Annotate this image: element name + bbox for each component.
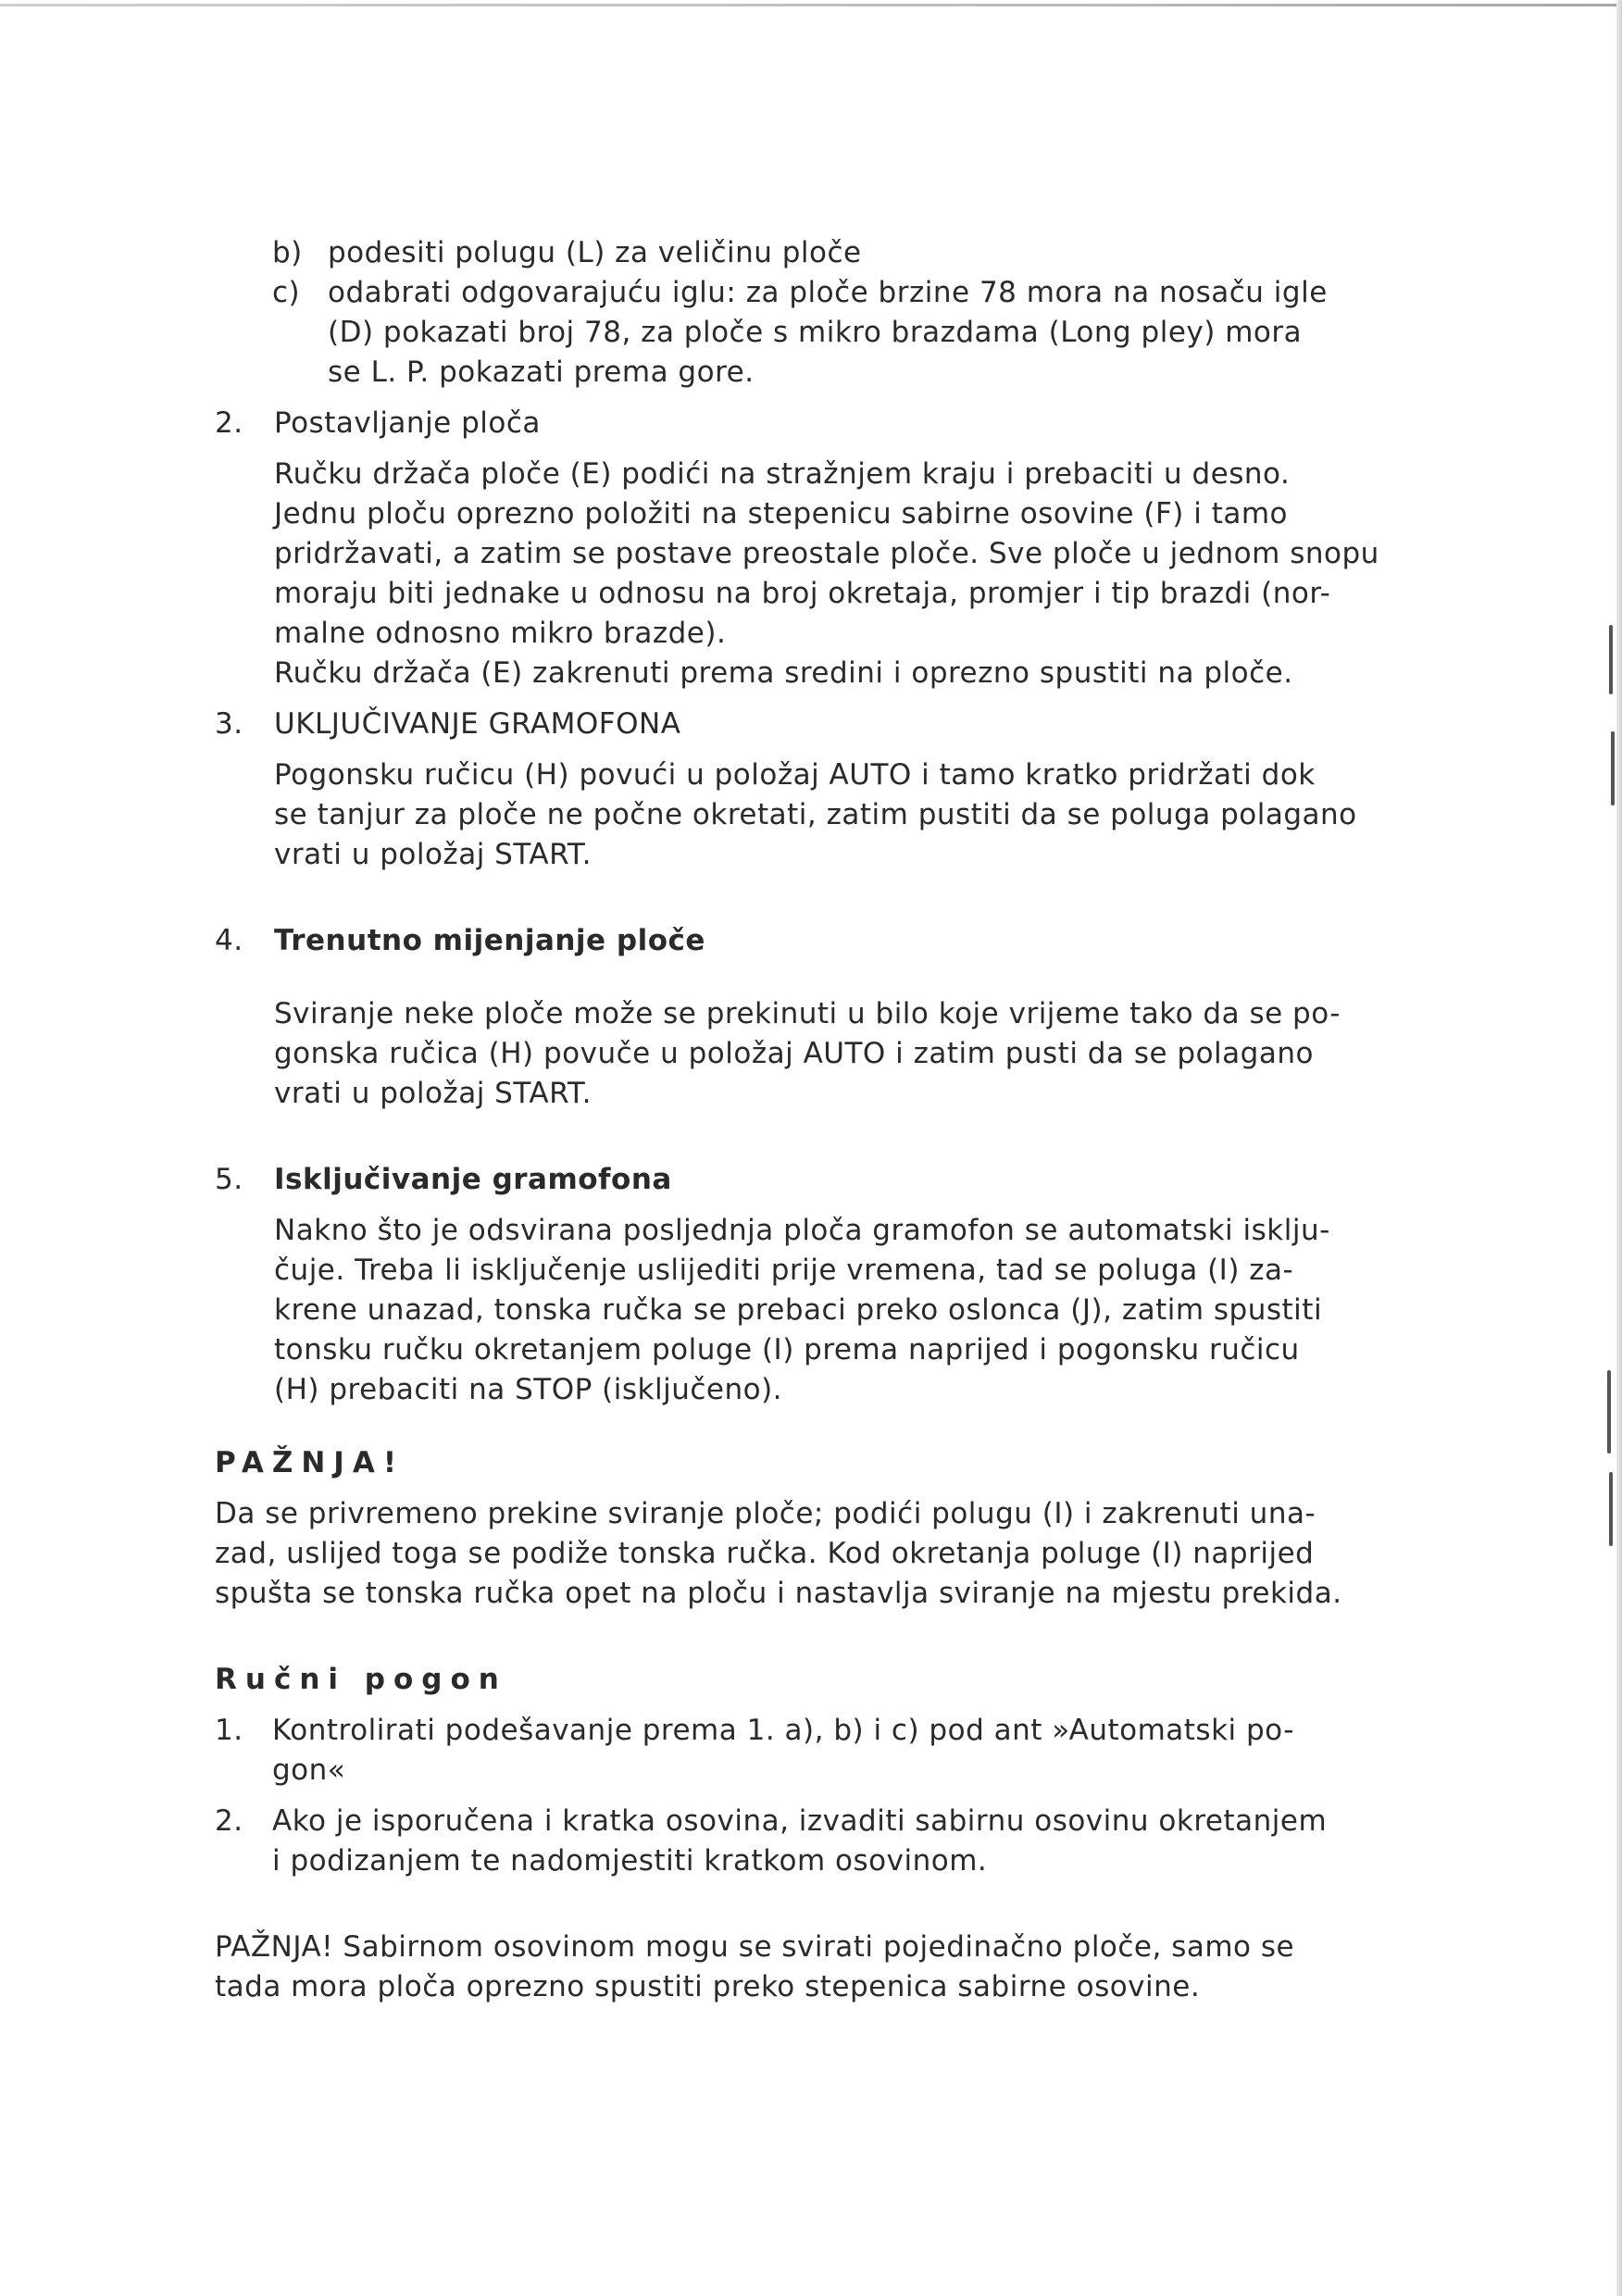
manual-item-1-line-1: Kontrolirati podešavanje prema 1. a), b) i c) pod ant »Automatski po- (272, 1714, 1294, 1747)
section-4-heading (215, 921, 1409, 961)
section-4-title: Trenutno mijenjanje ploče (274, 924, 705, 957)
item-c-label: c) (272, 276, 301, 309)
item-b (215, 233, 1409, 273)
manual-item-2-line-1: Ako je isporučena i kratka osovina, izvaditi sabirnu osovinu okretanjem (272, 1804, 1328, 1838)
item-c-line-2: (D) pokazati broj 78, za ploče s mikro brazdama (Long pley) mora (328, 316, 1303, 349)
section-5-line-2: čuje. Treba li isključenje uslijediti prije vremena, tad se poluga (I) za- (274, 1254, 1294, 1287)
section-5-line-1: Nakno što je odsvirana posljednja ploča gramofon se automatski isklju- (274, 1214, 1330, 1247)
document-page (215, 233, 1409, 2007)
binder-mark-3 (1607, 1370, 1611, 1454)
section-3-title: UKLJUČIVANJE GRAMOFONA (274, 707, 681, 741)
section-5-line-3: krene unazad, tonska ručka se prebaci preko oslonca (J), zatim spustiti (274, 1293, 1323, 1327)
section-5-title: Isključivanje gramofona (274, 1163, 672, 1196)
item-c-line-1: odabrati odgovarajuću iglu: za ploče brzine 78 mora na nosaču igle (328, 276, 1328, 309)
section-2-line-5: malne odnosno mikro brazde). (274, 617, 727, 650)
section-5-line-4: tonsku ručku okretanjem poluge (I) prema naprijed i pogonsku ručicu (274, 1333, 1300, 1366)
attention-heading: PAŽNJA! (215, 1446, 405, 1479)
section-4-number: 4. (215, 924, 243, 957)
item-c-line-3: se L. P. pokazati prema gore. (328, 356, 755, 389)
final-note-line-1: PAŽNJA! Sabirnom osovinom mogu se svirati pojedinačno ploče, samo se (215, 1930, 1295, 1964)
section-2-line-3: pridržavati, a zatim se postave preostale ploče. Sve ploče u jednom snopu (274, 537, 1379, 570)
final-note-line-2: tada mora ploča oprezno spustiti preko stepenica sabirne osovine. (215, 1970, 1201, 2003)
attention-line-2: zad, uslijed toga se podiže tonska ručka. Kod okretanja poluge (I) naprijed (215, 1537, 1315, 1570)
right-scan-edge (1616, 0, 1622, 2296)
binder-mark-4 (1609, 1472, 1613, 1546)
manual-item-2-line-2: i podizanjem te nadomjestiti kratkom osovinom. (272, 1844, 988, 1878)
section-2-line-2: Jednu ploču oprezno položiti na stepenicu sabirne osovine (F) i tamo (274, 497, 1289, 530)
section-3-heading (215, 705, 1409, 744)
manual-item-2 (215, 1802, 1409, 1841)
section-2-title: Postavljanje ploča (274, 406, 541, 440)
section-5-line-5: (H) prebaciti na STOP (isključeno). (274, 1373, 783, 1406)
section-2-heading (215, 404, 1409, 443)
attention-line-1: Da se privremeno prekine sviranje ploče; podići polugu (I) i zakrenuti una- (215, 1497, 1316, 1530)
section-3-number: 3. (215, 707, 243, 741)
section-4-line-1: Sviranje neke ploče može se prekinuti u bilo koje vrijeme tako da se po- (274, 997, 1341, 1030)
top-scan-edge (0, 4, 1622, 6)
item-b-text: podesiti polugu (L) za veličinu ploče (328, 236, 862, 269)
section-3-line-1: Pogonsku ručicu (H) povući u položaj AUTO i tamo kratko pridržati dok (274, 758, 1316, 792)
manual-item-1 (215, 1711, 1409, 1751)
section-4-line-2: gonska ručica (H) povuče u položaj AUTO i zatim pusti da se polagano (274, 1037, 1314, 1070)
binder-mark-2 (1611, 731, 1615, 805)
manual-drive-heading: Ručni pogon (215, 1663, 507, 1696)
section-2-line-6: Ručku držača (E) zakrenuti prema sredini i oprezno spustiti na ploče. (274, 656, 1293, 690)
manual-item-2-number: 2. (215, 1804, 243, 1838)
manual-item-1-line-2: gon« (272, 1753, 346, 1787)
section-5-number: 5. (215, 1163, 243, 1196)
section-3-line-2: se tanjur za ploče ne počne okretati, zatim pustiti da se poluga polagano (274, 798, 1357, 831)
manual-item-1-number: 1. (215, 1714, 243, 1747)
binder-mark-1 (1609, 625, 1613, 694)
section-2-line-4: moraju biti jednake u odnosu na broj okretaja, promjer i tip brazdi (nor- (274, 577, 1331, 610)
item-b-label: b) (272, 236, 303, 269)
attention-line-3: spušta se tonska ručka opet na ploču i nastavlja sviranje na mjestu prekida. (215, 1577, 1342, 1610)
section-2-number: 2. (215, 406, 243, 440)
section-3-line-3: vrati u položaj START. (274, 838, 592, 871)
section-4-line-3: vrati u položaj START. (274, 1077, 592, 1110)
item-c (215, 273, 1409, 313)
section-5-heading (215, 1160, 1409, 1200)
section-2-line-1: Ručku držača ploče (E) podići na stražnjem kraju i prebaciti u desno. (274, 457, 1291, 491)
